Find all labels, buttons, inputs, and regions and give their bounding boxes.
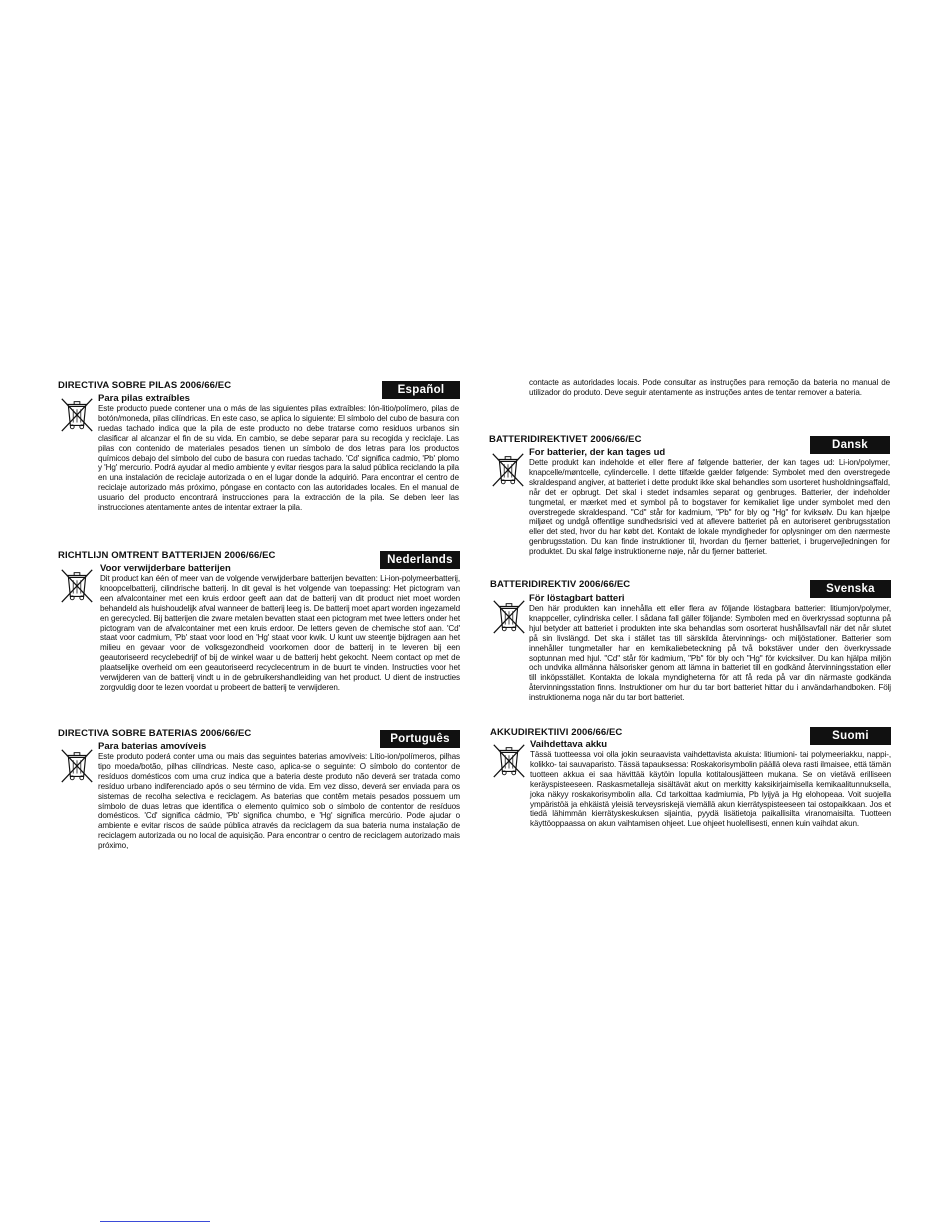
section-heading: DIRECTIVA SOBRE PILAS 2006/66/EC xyxy=(58,380,232,391)
crossed-out-wheelie-bin-icon xyxy=(58,746,96,784)
section-heading: AKKUDIREKTIIVI 2006/66/EC xyxy=(490,727,623,738)
section-heading: DIRECTIVA SOBRE BATERIAS 2006/66/EC xyxy=(58,728,252,739)
section-subheading: Para baterias amovíveis xyxy=(98,741,207,752)
section-subheading: Voor verwijderbare batterijen xyxy=(100,563,231,574)
section-heading: BATTERIDIREKTIVET 2006/66/EC xyxy=(489,434,642,445)
section-subheading: Para pilas extraíbles xyxy=(98,393,190,404)
section-da xyxy=(489,434,891,574)
section-body: Dette produkt kan indeholde et eller flere af følgende batterier, der kan tages ud: Li-ion/polymer, knapcelle/møntcelle, cylindercelle. I dette tilfælde gælder følgende: Symbolet med den overstregede skraldespand angiver, at batteriet i dette produkt ikke skal behandles som usorteret husholdningsaffald, når det er opbrugt. Det skal i stedet indsamles separat og genbruges. Batterier, der indeholder tungmetal, er mærket med et symbol på to bogstaver for kemikaliet lige under symbolet med den overstregede skraldespand. "Cd" står for kadmium, "Pb" for bly og "Hg" for kviksølv. Du kan hjælpe miljøet og undgå offentlige sundhedsrisici ved at aflevere batteriet på en autoriseret genbrugsstation eller det sted, hvor du har købt det. Kontakt de lokale myndigheder for oplysninger om den nærmeste genbrugsstation. Du kan finde instruktioner til, hvordan du fjerner batteriet, i brugervejledningen for produktet. Du skal følge instruktionerne nøje, når du fjerner batteriet. xyxy=(529,458,890,557)
section-es xyxy=(58,380,460,530)
language-badge: Nederlands xyxy=(380,551,460,569)
section-sv xyxy=(490,579,891,719)
section-subheading: För löstagbart batteri xyxy=(529,593,625,604)
section-nl xyxy=(58,550,460,720)
language-badge: Svenska xyxy=(810,580,891,598)
section-pt xyxy=(58,728,460,858)
section-subheading: Vaihdettava akku xyxy=(530,739,608,750)
language-badge: Suomi xyxy=(810,727,891,745)
language-badge: Español xyxy=(382,381,460,399)
language-badge: Dansk xyxy=(810,436,890,454)
language-badge: Português xyxy=(380,730,460,748)
section-body-continuation: contacte as autoridades locais. Pode consultar as instruções para remoção da bateria no manual de utilizador do produto. Deve seguir atentamente as instruções antes de tentar remover a bateria. xyxy=(529,378,890,397)
section-subheading: For batterier, der kan tages ud xyxy=(529,447,666,458)
crossed-out-wheelie-bin-icon xyxy=(58,566,96,604)
section-body: Tässä tuotteessa voi olla jokin seuraavista vaihdettavista akuista: litiumioni- tai polymeeriakku, nappi-, kolikko- tai sauvaparisto. Tässä tapauksessa: Roskakorisymbolin päällä oleva rasti ilmaisee, että tämän tuotteen akkua ei saa hävittää käytöin lopulla kotitalousjätteen mukana. Se on vietävä erilliseen keräyspisteeseen. Raskasmetalleja sisältävät akut on merkitty kaksikirjaimisella kemikaalitunnuksella, joka näkyy roskakorisymbolin alla. Cd tarkoittaa kadmiumia, Pb lyijyä ja Hg elohopeaa. Voit suojella ympäristöä ja ehkäistä yleisiä terveysriskejä viemällä akun kierrätyspisteeseen tai ostopaikkaan. Jos et tiedä lähimmän kierrätyskeskuksen sijaintia, pyydä lisätietoja paikallisilta viranomaisilta. Tuotteen käyttöoppaassa on akun vaihtamisen ohjeet. Lue ohjeet huolellisesti, ennen kuin vaihdat akun. xyxy=(530,750,891,829)
section-heading: RICHTLIJN OMTRENT BATTERIJEN 2006/66/EC xyxy=(58,550,276,561)
crossed-out-wheelie-bin-icon xyxy=(490,597,528,635)
page-footer-line xyxy=(100,1221,210,1222)
section-body: Este producto puede contener una o más de las siguientes pilas extraíbles: Ión-litio/polímero, pilas de botón/moneda, pilas cilíndricas. En este caso, se aplica lo siguiente: El símbolo del cubo de basura con ruedas tachado indica que la pila de este producto no debe tratarse como residuos urbanos sin clasificar al alcanzar el fin de su vida. En cambio, se debe separar para su recogida y reciclaje. Las pilas con contenido de materiales pesados tienen un símbolo de dos letras para los productos químicos debajo del símbolo del cubo de basura con ruedas tachado. 'Cd' significa cadmio, 'Pb' plomo y 'Hg' mercurio. Podrá ayudar al medio ambiente y evitar riesgos para la salud pública reciclando la pila en una instalación de reciclaje autorizada o en el lugar donde la adquirió. Para encontrar el centro de reciclaje autorizado más próximo, póngase en contacto con las autoridades locales. En el manual de usuario del producto encontrará instrucciones para la extracción de la pila. Se deben leer las instrucciones atentamente antes de intentar extraer la pila. xyxy=(98,404,459,513)
section-body: Dit product kan één of meer van de volgende verwijderbare batterijen bevatten: Li-ion-polymeerbatterij, knoopcelbatterij, cilindrische batterij. In dit geval is het volgende van toepassing: Het pictogram van een afvalcontainer met een kruis erdoor geeft aan dat de batterij van dit product niet moet worden behandeld als huishoudelijk afval wanneer de batterij leeg is. De batterij moet apart worden ingezameld en gerecycled. Bij batterijen die zware metalen bevatten staat een pictogram met twee letters onder het pictogram van de afvalcontainer met een kruis erdoor. De letters geven de chemische stof aan. 'Cd' staat voor cadmium, 'Pb' staat voor lood en 'Hg' staat voor kwik. U kunt uw steentje bijdragen aan het milieu en gevaar voor de volksgezondheid voorkomen door de batterij in te leveren bij een geautoriseerd recyclebedrijf of bij de winkel waar u de batterij hebt gekocht. Neem contact op met de plaatselijke overheid om een geautoriseerd recyclecentrum in de buurt te vinden. Instructies voor het verwijderen van de batterij vindt u in de gebruikershandleiding van het product. U dient de instructies zorgvuldig door te lezen voordat u probeert de batterij te verwijderen. xyxy=(100,574,460,692)
crossed-out-wheelie-bin-icon xyxy=(489,450,527,488)
section-body: Den här produkten kan innehålla ett eller flera av följande löstagbara batterier: litiumjon/polymer, knappceller, cylindriska celler. I sådana fall gäller följande: Symbolen med en överkryssad soptunna på hjul betyder att batteriet i produkten inte ska behandlas som osorterat hushållsavfall när det når slutet på sin livslängd. Det ska i stället tas till särskilda återvinnings- och miljöstationer. Batterier som innehåller tungmetaller har en kemikaliebeteckning på två bokstäver under den överkryssade soptunnan med hjul. "Cd" står för kadmium, "Pb" för bly och "Hg" för kvicksilver. Du kan hjälpa miljön och undvika allmänna hälsorisker genom att lämna in batteriet till en godkänd återvinningsstation eller till inköpsstället. Kontakta de lokala myndigheterna för att få reda på var din närmaste godkända återvinningsstation finns. Instruktioner om hur du tar bort batteriet hittar du i användarhandboken. Följ instruktionerna noga när du tar bort batteriet. xyxy=(529,604,891,703)
section-fi xyxy=(490,727,891,857)
crossed-out-wheelie-bin-icon xyxy=(490,741,528,779)
section-body: Este produto poderá conter uma ou mais das seguintes baterias amovíveis: Lítio-ion/polímeros, pilhas tipo moeda/botão, pilhas cilíndricas. Neste caso, aplica-se o seguinte: O símbolo do contentor de resíduos domésticos com uma cruz indica que a bateria deste produto não deverá ser tratada como resíduo urbano indiferenciado após o seu término de vida. Em vez disso, deverá ser enviada para os sistemas de recolha selectiva e reciclagem. As baterias que contêm metais pesados possuem um símbolo de duas letras que identifica o elemento químico sob o símbolo de contentor de resíduos domésticos. 'Cd' significa cádmio, 'Pb' significa chumbo, e 'Hg' significa mercúrio. Pode ajudar o ambiente e evitar riscos de saúde pública através da reciclagem da sua bateria numa instalação de reciclagem autorizada ou no local de aquisição. Para encontrar o centro de reciclagem autorizado mais próximo, xyxy=(98,752,460,851)
crossed-out-wheelie-bin-icon xyxy=(58,395,96,433)
section-heading: BATTERIDIREKTIV 2006/66/EC xyxy=(490,579,631,590)
